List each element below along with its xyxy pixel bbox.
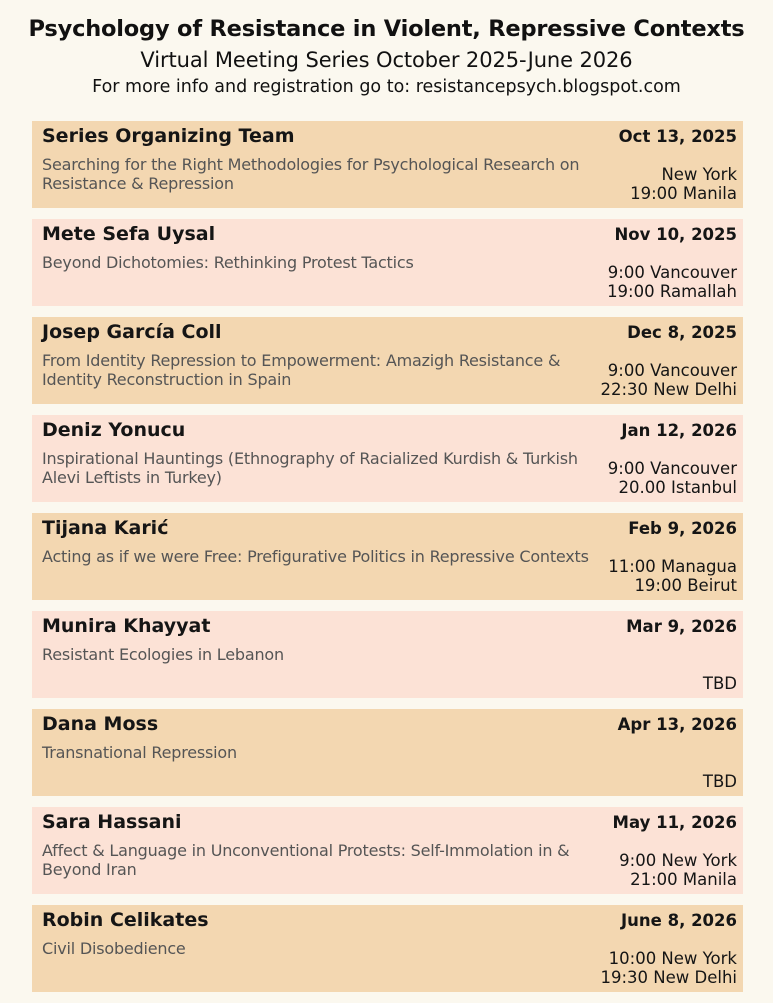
event-times — [608, 459, 737, 497]
event-time-primary: 9:00 New York — [619, 851, 737, 870]
event-time-primary: 11:00 Managua — [608, 557, 737, 576]
event-speaker: Robin Celikates — [42, 909, 209, 931]
event-times — [600, 361, 737, 399]
event-speaker: Dana Moss — [42, 713, 159, 735]
event-date: May 11, 2026 — [612, 813, 737, 832]
event-speaker: Deniz Yonucu — [42, 419, 186, 441]
event-date: Jan 12, 2026 — [621, 421, 737, 440]
event-times — [608, 557, 737, 595]
event-date: Apr 13, 2026 — [617, 715, 737, 734]
event-speaker: Sara Hassani — [42, 811, 182, 833]
event-talk-title: Acting as if we were Free: Prefigurative Politics in Repressive Contexts — [42, 547, 589, 566]
event-row — [32, 807, 743, 894]
event-date: Nov 10, 2025 — [614, 225, 737, 244]
event-list — [32, 121, 743, 1003]
event-time-primary: 10:00 New York — [608, 949, 737, 968]
event-talk-title: Civil Disobedience — [42, 939, 186, 958]
event-date: Dec 8, 2025 — [627, 323, 737, 342]
event-time-secondary: TBD — [702, 674, 737, 693]
event-speaker: Series Organizing Team — [42, 125, 295, 147]
event-speaker: Tijana Karić — [42, 517, 169, 539]
event-talk-title: Resistant Ecologies in Lebanon — [42, 645, 284, 664]
page-subtitle: Virtual Meeting Series October 2025-June 2026 — [140, 48, 633, 72]
registration-info: For more info and registration go to: resistancepsych.blogspot.com — [92, 77, 681, 97]
event-row — [32, 317, 743, 404]
event-times — [600, 949, 737, 987]
event-talk-title: From Identity Repression to Empowerment: Amazigh Resistance & Identity Reconstruction in Spain — [42, 351, 561, 389]
event-times — [703, 772, 737, 791]
event-talk-title: Transnational Repression — [42, 743, 237, 762]
event-times — [630, 165, 737, 203]
event-date: June 8, 2026 — [621, 911, 737, 930]
event-talk-title: Searching for the Right Methodologies for Psychological Research on Resistance & Repression — [42, 155, 580, 193]
event-times — [607, 263, 737, 301]
event-time-secondary: TBD — [702, 772, 737, 791]
page-title: Psychology of Resistance in Violent, Repressive Contexts — [28, 16, 745, 42]
event-row — [32, 121, 743, 208]
event-time-secondary: 19:00 Manila — [630, 184, 737, 203]
event-time-secondary: 21:00 Manila — [630, 870, 737, 889]
event-date: Feb 9, 2026 — [628, 519, 737, 538]
event-time-primary: 9:00 Vancouver — [607, 263, 737, 282]
event-time-secondary: 19:00 Beirut — [634, 576, 737, 595]
event-speaker: Mete Sefa Uysal — [42, 223, 216, 245]
event-times — [703, 674, 737, 693]
event-talk-title: Beyond Dichotomies: Rethinking Protest Tactics — [42, 253, 414, 272]
page-header — [0, 0, 773, 99]
event-row — [32, 905, 743, 992]
event-speaker: Munira Khayyat — [42, 615, 211, 637]
event-time-secondary: 22:30 New Delhi — [600, 380, 737, 399]
event-row — [32, 709, 743, 796]
event-talk-title: Inspirational Hauntings (Ethnography of Racialized Kurdish & Turkish Alevi Leftists in Turkey) — [42, 449, 578, 487]
event-time-secondary: 19:00 Ramallah — [607, 282, 737, 301]
event-time-secondary: 19:30 New Delhi — [600, 968, 737, 987]
event-time-primary: 9:00 Vancouver — [607, 459, 737, 478]
event-row — [32, 219, 743, 306]
event-row — [32, 513, 743, 600]
event-time-secondary: 20.00 Istanbul — [618, 478, 737, 497]
event-time-primary: New York — [661, 165, 737, 184]
event-times — [619, 851, 737, 889]
event-date: Oct 13, 2025 — [618, 127, 737, 146]
event-talk-title: Affect & Language in Unconventional Protests: Self-Immolation in & Beyond Iran — [42, 841, 570, 879]
event-date: Mar 9, 2026 — [626, 617, 737, 636]
event-row — [32, 611, 743, 698]
event-time-primary: 9:00 Vancouver — [607, 361, 737, 380]
event-row — [32, 415, 743, 502]
event-speaker: Josep García Coll — [42, 321, 222, 343]
